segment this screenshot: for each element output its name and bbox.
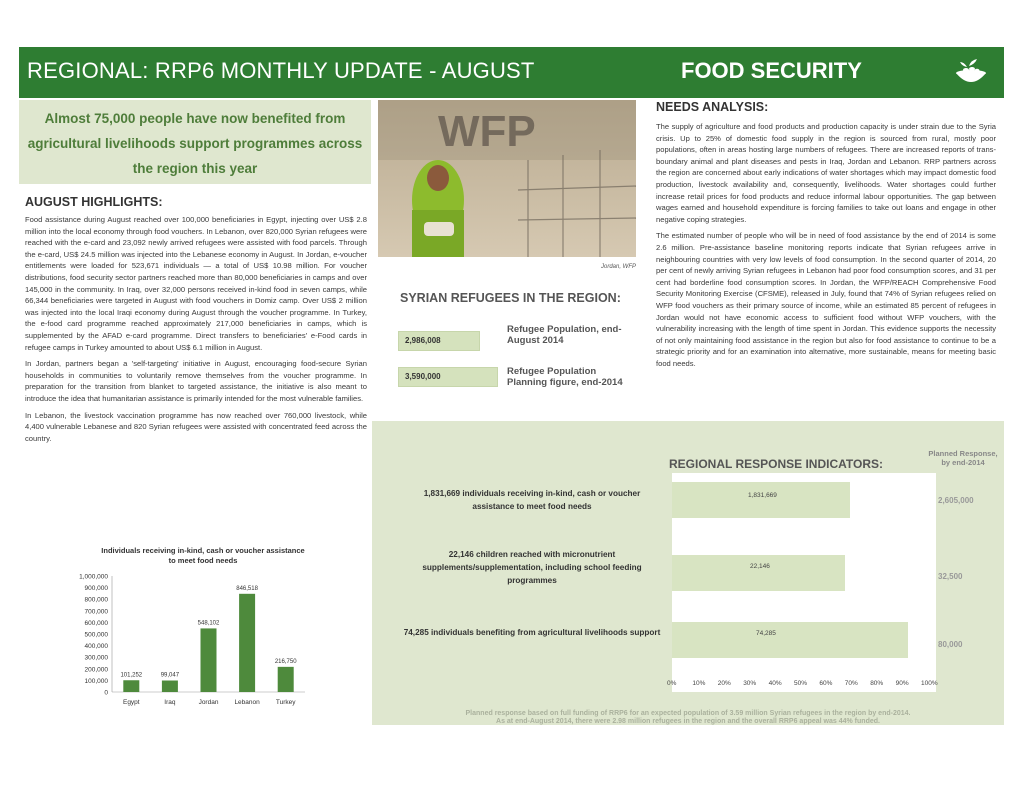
indicator-value: 22,146 <box>750 563 770 570</box>
chart-title: Individuals receiving in-kind, cash or voucher assistance <box>101 546 305 555</box>
axis-tick-label: 0% <box>667 680 677 687</box>
highlights-title: AUGUST HIGHLIGHTS: <box>25 195 163 209</box>
highlights-text <box>25 214 367 449</box>
food-assistance-bar-chart <box>60 545 310 715</box>
photo <box>378 100 636 257</box>
footnote-line: As at end-August 2014, there were 2.98 million refugees in the region and the overall RRP6 appeal was 44% funded. <box>496 718 880 725</box>
refugee-bar-planned <box>398 367 498 387</box>
needs-paragraph: The estimated number of people who will be in need of food assistance by the end of 2014 is some 2.6 million. Pre-assistance baseline monitoring reports indicate that Syrian refugees arrive in neighbouring countries with very low levels of food consumption. In the second quarter of 2014, 20 per cent of newly arriving Syrian refugees in Lebanon had poor food consumption scores, and 31 per cent had borderline food consumption scores. In Jordan, the WFP/REACH Comprehensive Food Security Monitoring Exercise (CFSME), released in July, found that 74% of Syrian refugees relied on WFP food vouchers as their primary source of income, while an estimated 85 percent of refugees in Jordan would not have economic access to sufficient food without WFP vouchers, with the vulnerability increasing with the length of time spent in Jordan. This evidence supports the necessity of not only maintaining food assistance in the region but also for food assistance to continue to be a strategic priority and for an examination into alternative, more sustainable, means for meeting basic food needs. <box>656 231 996 368</box>
footnote-line: Planned response based on full funding of RRP6 for an expected population of 3.59 million Syrian refugees in the region by end-2014. <box>465 710 911 717</box>
y-tick-label: 100,000 <box>84 677 108 685</box>
indicator-planned: 80,000 <box>938 640 963 649</box>
indicators-title: REGIONAL RESPONSE INDICATORS: <box>669 457 884 471</box>
headline: Almost 75,000 people have now benefited from agricultural livelihoods support programmes across the region this year <box>27 111 363 176</box>
x-tick-label: Jordan <box>198 699 219 706</box>
axis-tick-label: 20% <box>717 680 731 687</box>
x-tick-label: Egypt <box>122 699 140 706</box>
chart-bar <box>239 594 255 692</box>
axis-tick-label: 80% <box>870 680 884 687</box>
bar-value-label: 846,518 <box>236 585 258 592</box>
axis-tick-label: 10% <box>692 680 706 687</box>
x-tick-label: Turkey <box>275 699 296 706</box>
y-tick-label: 700,000 <box>84 608 108 616</box>
indicator-label: 1,831,669 individuals receiving in-kind, cash or voucher assistance to meet food needs <box>423 489 641 511</box>
axis-tick-label: 90% <box>895 680 909 687</box>
bar-value-label: 216,750 <box>274 658 297 665</box>
axis-tick-label: 30% <box>743 680 757 687</box>
page-title: REGIONAL: RRP6 MONTHLY UPDATE - AUGUST <box>27 58 535 83</box>
x-tick-label: Iraq <box>164 699 176 706</box>
photo-sign-text: WFP <box>438 107 536 156</box>
photo-credit: Jordan, WFP <box>600 264 636 270</box>
indicators-footnote <box>372 710 1004 726</box>
headline-box <box>19 100 371 184</box>
food-bowl-icon <box>953 56 989 90</box>
axis-tick-label: 100% <box>921 680 938 687</box>
y-tick-label: 500,000 <box>84 631 108 639</box>
y-tick-label: 900,000 <box>84 585 108 593</box>
indicator-bar <box>672 622 908 658</box>
bar-value-label: 101,252 <box>120 672 143 679</box>
header-banner <box>19 47 1004 98</box>
needs-paragraph: The supply of agriculture and food products and production capacity is under strain due to the Syria crisis. Up to 25% of domestic food supply in the region is sourced from rural, mostly poor populations, often in areas hosting large numbers of refugees. There are increased reports of trans-boundary animal and plant diseases and pests in Iraq, Jordan and Lebanon. RRP partners across the region are concerned about early indications of water shortages which may impact domestic food production, livestock availability and, consequently, livelihoods. Water shortages could further increase retail prices for food products and reduce informal labour opportunities. The gap between wages earned and household expenditure is forcing families to take out loans and engage in other negative coping strategies. <box>656 122 996 224</box>
bar-value-label: 548,102 <box>197 620 220 627</box>
indicator-value: 1,831,669 <box>748 492 777 499</box>
refugee-bar-current <box>398 331 480 351</box>
highlights-paragraph: In Lebanon, the livestock vaccination programme has now reached over 760,000 livestock, while 4,400 vulnerable Lebanese and 820 Syrian refugees were assisted with concentrated feed across the country. <box>25 410 367 443</box>
chart-axes <box>79 574 305 697</box>
chart-bar <box>201 628 217 692</box>
axis-tick-label: 50% <box>794 680 808 687</box>
refugee-label: Refugee Population, end-August 2014 <box>507 324 622 346</box>
highlights-paragraph: Food assistance during August reached over 100,000 beneficiaries in Egypt, injecting over US$ 2.8 million into the local economy through food vouchers. In Lebanon, over 820,000 Syrian refugees were reached with the e-card and 23,092 newly arrived refugees were assisted with food parcels. Through the e-card, US$ 24.5 million was injected into the Lebanese economy in August. In Jordan, e-voucher entitlements were loaded for 523,671 individuals — a total of US$ 10.98 million. For voucher distributions, food security sector partners reached more than 80,000 beneficiaries in camps and over 145,000 in the community. In Iraq, over 32,000 persons received in-kind food in seven camps, while 66,344 beneficiaries were targeted in August with food vouchers in Domiz camp. Over US$ 2 million was injected into the local Iraqi economy during August through the voucher programme. In Turkey, the e-food card programme reached approximately 217,000 beneficiaries in camps, which is supplemented by the AFAD e-card programme. Direct transfers to beneficiaries' e-Food cards in refugee camps in Turkey amounted to about US$ 6.1 million in August. <box>25 215 367 352</box>
indicator-bar <box>672 555 845 591</box>
indicators-panel <box>372 421 1004 725</box>
axis-tick-label: 60% <box>819 680 833 687</box>
photo-illustration <box>378 100 636 257</box>
indicator-label: 74,285 individuals benefiting from agricultural livelihoods support <box>403 628 661 637</box>
axis-tick-label: 40% <box>768 680 782 687</box>
y-tick-label: 800,000 <box>84 596 108 604</box>
planned-response-header: Planned Response, by end-2014 <box>928 449 998 467</box>
needs-title: NEEDS ANALYSIS: <box>656 100 769 114</box>
refugees-title: SYRIAN REFUGEES IN THE REGION: <box>400 291 621 305</box>
needs-text <box>656 121 996 374</box>
indicator-value: 74,285 <box>756 630 776 637</box>
y-tick-label: 300,000 <box>84 654 108 662</box>
indicators-plot <box>672 473 936 692</box>
chart-bars <box>120 586 297 706</box>
indicator-label: 22,146 children reached with micronutrient supplements/supplementation, including school feeding programmes <box>422 550 642 585</box>
axis-tick-label: 70% <box>844 680 858 687</box>
y-tick-label: 600,000 <box>84 619 108 627</box>
refugee-value: 2,986,008 <box>405 336 441 345</box>
sector-title: FOOD SECURITY <box>681 58 862 83</box>
y-tick-label: 400,000 <box>84 643 108 651</box>
y-tick-label: 1,000,000 <box>79 573 108 581</box>
refugee-value: 3,590,000 <box>405 372 441 381</box>
y-tick-label: 200,000 <box>84 666 108 674</box>
indicator-planned: 32,500 <box>938 572 963 581</box>
highlights-paragraph: In Jordan, partners began a 'self-targeting' initiative in August, encouraging food-secure Syrian households in communities to voluntarily remove themselves from the voucher programme. In preparation for the transition from blanket to targeted assistance, the initiative is also meant to introduce the idea that humanitarian assistance is primarily intended for the most vulnerable families. <box>25 359 367 403</box>
refugee-label: Refugee Population Planning figure, end-2014 <box>507 366 623 388</box>
bar-value-label: 99,047 <box>160 672 180 679</box>
indicator-bar <box>672 482 850 518</box>
x-tick-label: Lebanon <box>234 699 260 706</box>
indicator-planned: 2,605,000 <box>938 496 974 505</box>
y-tick-label: 0 <box>104 689 108 697</box>
chart-bar <box>123 680 139 692</box>
chart-title-line-2: to meet food needs <box>168 556 238 565</box>
chart-bar <box>162 681 178 692</box>
chart-bar <box>278 667 294 692</box>
